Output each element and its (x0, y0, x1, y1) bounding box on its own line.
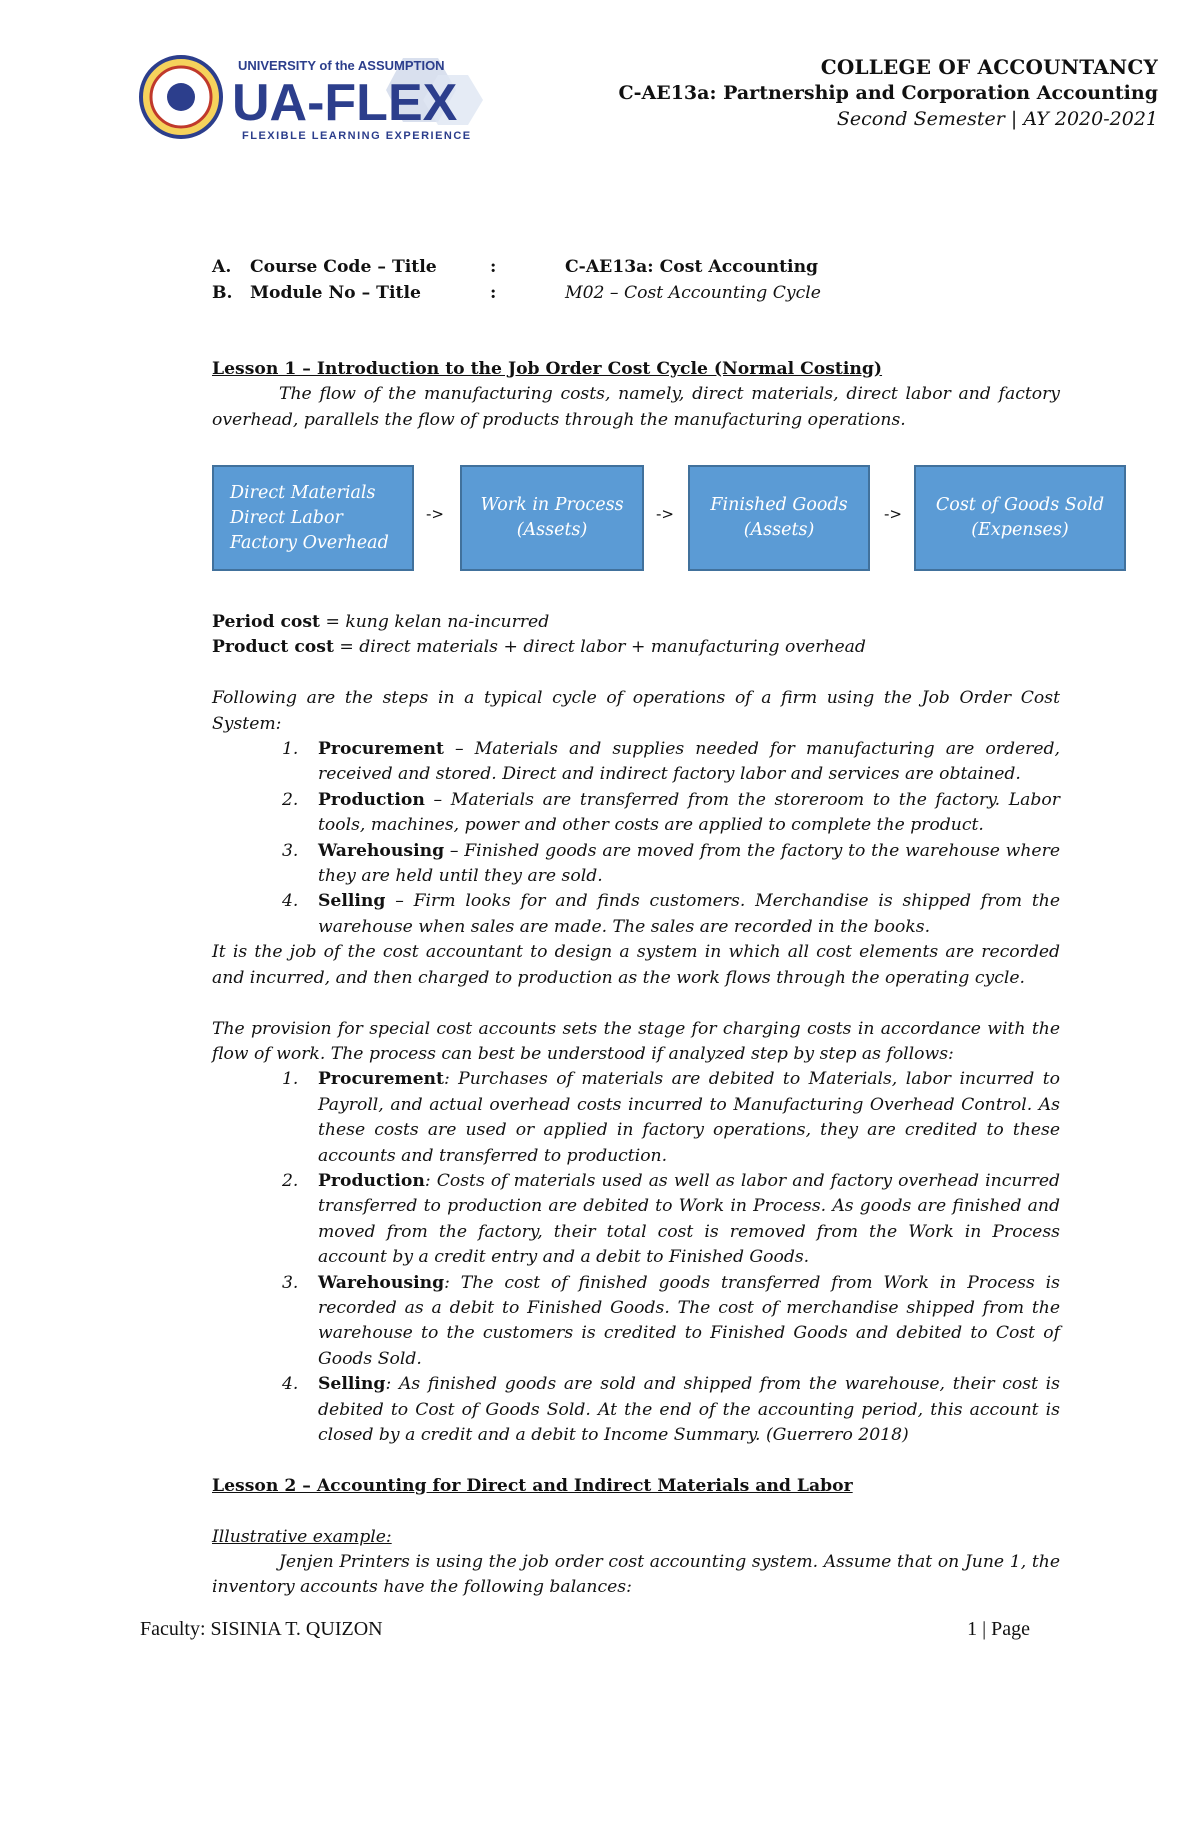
list-item (212, 889, 1060, 940)
flow-box-line: (Assets) (743, 520, 815, 540)
header-semester: Second Semester | AY 2020-2021 (836, 108, 1158, 130)
lesson1-intro: The flow of the manufacturing costs, namely, direct materials, direct labor and factory overhead, parallels the flow of products through the manufacturing operations. (212, 384, 1060, 430)
logo-brand-text: UA-FLEX (232, 74, 458, 132)
step-text: : As finished goods are sold and shipped from the warehouse, their cost is debited to Cost of Goods Sold. At the end of the accounting period, this account is closed by a credit and a debit to Income Summary. (Guerrero 2018) (318, 1374, 1060, 1445)
info-colon: : (490, 257, 497, 277)
step-text: – Materials are transferred from the storeroom to the factory. Labor tools, machines, power and other costs are applied to complete the product. (318, 789, 1060, 836)
example-label: Illustrative example: (212, 1526, 392, 1547)
step-title: Production (318, 789, 425, 810)
flow-arrow: -> (656, 505, 674, 523)
info-letter: B. (212, 283, 233, 303)
flow-box-line: Direct Labor (230, 507, 343, 528)
list-item (212, 788, 1060, 839)
info-value-course: C-AE13a: Cost Accounting (565, 257, 819, 277)
example-text: Jenjen Printers is using the job order cost accounting system. Assume that on June 1, the inventory accounts have the following balances: (212, 1552, 1060, 1598)
step-title: Production (318, 1170, 425, 1191)
flow-box-line: Finished Goods (710, 495, 848, 515)
list-number: 1. (282, 739, 299, 760)
info-row-module (212, 281, 1060, 307)
product-cost-label: Product cost (212, 637, 334, 658)
steps-intro: Following are the steps in a typical cycle of operations of a firm using the Job Order Cost System: (212, 688, 1060, 734)
provision-steps-list (212, 1067, 1060, 1448)
lesson1-body (212, 610, 1060, 1601)
flow-box-cogs (914, 465, 1126, 571)
step-title: Procurement (318, 1069, 444, 1090)
flow-box-line: (Expenses) (971, 520, 1069, 540)
flow-box-line: Factory Overhead (230, 532, 389, 553)
step-text: : The cost of finished goods transferred from Work in Process is recorded as a debit to Finished Goods. The cost of merchandise shipped from the warehouse to the customers is credited to Finished Goods and debited to Cost of Goods Sold. (318, 1272, 1060, 1369)
info-row-course (212, 255, 1060, 281)
logo-university-text: UNIVERSITY of the ASSUMPTION (238, 58, 445, 73)
flow-box-line: (Assets) (516, 520, 588, 540)
info-colon: : (490, 283, 497, 303)
logo-tagline-text: FLEXIBLE LEARNING EXPERIENCE (242, 130, 472, 142)
product-cost-def: = direct materials + direct labor + manufacturing overhead (333, 637, 866, 658)
lesson2-title: Lesson 2 – Accounting for Direct and Indirect Materials and Labor (212, 1475, 853, 1496)
step-text: : Costs of materials used as well as labor and factory overhead incurred transferred to production are debited to Work in Process. As goods are finished and moved from the factory, their total cost is removed from the Work in Process account by a credit entry and a debit to Finished Goods. (318, 1170, 1060, 1268)
step-text: : Purchases of materials are debited to Materials, labor incurred to Payroll, and actual overhead costs incurred to Manufacturing Overhead Control. As these costs are used or applied in factory operations, they are credited to these accounts and transferred to production. (318, 1069, 1060, 1166)
step-title: Selling (318, 891, 386, 912)
flow-box-line: Cost of Goods Sold (935, 495, 1105, 515)
period-cost-def: = kung kelan na-incurred (320, 612, 550, 632)
step-text: – Firm looks for and finds customers. Merchandise is shipped from the warehouse when sales are made. The sales are recorded in the books. (318, 891, 1060, 937)
provision-intro: The provision for special cost accounts sets the stage for charging costs in accordance with the flow of work. The process can best be understood if analyzed step by step as follows: (212, 1018, 1060, 1064)
flow-arrow: -> (426, 505, 444, 523)
cycle-steps-list (212, 737, 1060, 940)
course-info (212, 255, 1060, 307)
flow-arrow: -> (884, 505, 902, 523)
document-header (558, 54, 1158, 132)
flow-box-wip (460, 465, 644, 571)
footer-faculty: Faculty: SISINIA T. QUIZON (140, 1618, 383, 1640)
flow-box-finished-goods (688, 465, 870, 571)
steps-outro: It is the job of the cost accountant to design a system in which all cost elements are recorded and incurred, and then charged to production as the work flows through the operating cycle. (212, 942, 1060, 988)
list-number: 1. (282, 1069, 299, 1090)
info-value-module: M02 – Cost Accounting Cycle (565, 283, 821, 303)
list-number: 4. (282, 891, 299, 912)
info-label: Module No – Title (250, 283, 421, 303)
list-item (212, 1067, 1060, 1169)
period-cost-label: Period cost (212, 612, 320, 632)
list-number: 2. (282, 789, 299, 810)
college-name: COLLEGE OF ACCOUNTANCY (820, 55, 1158, 79)
cost-flow-diagram (212, 465, 1126, 575)
step-title: Selling (318, 1374, 386, 1395)
flow-box-line: Work in Process (480, 495, 624, 515)
flow-box-line: Direct Materials (230, 482, 376, 503)
header-course: C-AE13a: Partnership and Corporation Accounting (618, 82, 1158, 104)
info-label: Course Code – Title (250, 257, 437, 277)
list-number: 3. (282, 1272, 299, 1293)
info-letter: A. (212, 257, 232, 277)
step-title: Warehousing (318, 840, 445, 861)
footer-page-number: 1 | Page (967, 1618, 1030, 1640)
list-number: 3. (282, 840, 299, 861)
lesson1-intro-block (212, 357, 1060, 433)
step-text: – Materials and supplies needed for manufacturing are ordered, received and stored. Direct and indirect factory labor and services are obtained. (318, 739, 1060, 785)
period-cost-line (212, 610, 1060, 635)
list-item (212, 737, 1060, 788)
list-item (212, 839, 1060, 890)
product-cost-line (212, 635, 1060, 660)
step-text: – Finished goods are moved from the factory to the warehouse where they are held until they are sold. (318, 840, 1060, 887)
list-number: 4. (282, 1374, 299, 1395)
lesson1-title: Lesson 1 – Introduction to the Job Order Cost Cycle (Normal Costing) (212, 359, 883, 379)
list-number: 2. (282, 1170, 299, 1191)
flow-box-inputs (212, 465, 414, 571)
list-item (212, 1271, 1060, 1373)
step-title: Procurement (318, 739, 444, 760)
list-item (212, 1372, 1060, 1448)
step-title: Warehousing (318, 1272, 445, 1293)
list-item (212, 1169, 1060, 1271)
ua-flex-logo (138, 50, 518, 145)
